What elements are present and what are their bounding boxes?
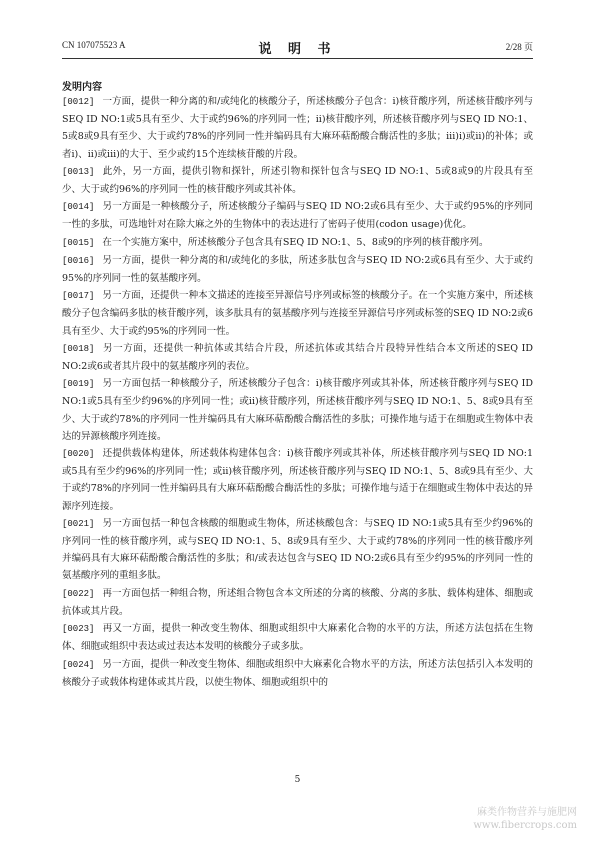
- paragraph: [62, 340, 533, 375]
- paragraph: [62, 656, 533, 691]
- patent-number: CN 107075523 A: [62, 40, 126, 50]
- paragraph-number: [0017]: [62, 291, 95, 302]
- paragraph-text: 一方面，提供一种分离的和/或纯化的核酸分子，所述核酸分子包含：i)核苷酸序列，所述核苷酸序列与SEQ ID NO:1或5具有至少、大于或约96%的序列同一性；ii)核苷酸序列，所述核苷酸序列与SEQ ID NO:1、5或8或9具有至少、大于或约78%的序列同一性并编码具有大麻环萜酚酸合酶活性的多肽；iii)i)或ii)的补体；或者i)、ii)或iii)的大于、至少或约15个连续核苷酸的片段。: [62, 96, 533, 160]
- paragraph-number: [0015]: [62, 237, 95, 248]
- page-info: 2/28 页: [505, 42, 533, 52]
- paragraph-text: 再一方面包括一种组合物，所述组合物包含本文所述的分离的核酸、分离的多肽、载体构建体、细胞或抗体或其片段。: [62, 587, 533, 617]
- paragraph-number: [0020]: [62, 449, 95, 460]
- paragraph: [62, 375, 533, 445]
- paragraph-text: 另一方面，还提供一种本文描述的连接至异源信号序列或标签的核酸分子。在一个实施方案中，所述核酸分子包含编码多肽的核苷酸序列，该多肽具有的氨基酸序列与连接至异源信号序列或标签的SEQ ID NO:2或6具有至少、大于或约95%的序列同一性。: [62, 290, 533, 337]
- paragraph-number: [0023]: [62, 624, 95, 635]
- paragraph-text: 在一个实施方案中，所述核酸分子包含具有SEQ ID NO:1、5、8或9的序列的核苷酸序列。: [102, 236, 489, 248]
- paragraph-number: [0016]: [62, 255, 95, 266]
- paragraph-text: 另一方面是一种核酸分子，所述核酸分子编码与SEQ ID NO:2或6具有至少、大于或约95%的序列同一性的多肽，可选地针对在除大麻之外的生物体中的表达进行了密码子使用(codon usage)优化。: [62, 201, 533, 231]
- paragraph-text: 再又一方面，提供一种改变生物体、细胞或组织中大麻素化合物的水平的方法，所述方法包括在生物体、细胞或组织中表达或过表达本发明的核酸分子或多肽。: [62, 623, 533, 653]
- paragraph-number: [0021]: [62, 518, 95, 529]
- paragraph-number: [0012]: [62, 97, 95, 107]
- paragraph-number: [0014]: [62, 202, 95, 213]
- paragraph-text: 还提供载体构建体，所述载体构建体包含：i)核苷酸序列或其补体，所述核苷酸序列与SEQ ID NO:1或5具有至少约96%的序列同一性；或ii)核苷酸序列，所述核苷酸序列与SEQ ID NO:1、5、8或9具有至少、大于或约78%的序列同一性并编码具有大麻环萜酚酸合酶活性的多肽；可操作地与适于在细胞或生物体中表达的异源序列连接。: [62, 448, 533, 512]
- page-number: 5: [294, 775, 301, 785]
- paragraph: [62, 93, 533, 163]
- paragraph-number: [0019]: [62, 379, 95, 390]
- header-rule: [62, 58, 533, 59]
- paragraph: [62, 515, 533, 585]
- paragraph: [62, 234, 533, 252]
- watermark-line-2: www.fibercrops.com: [473, 820, 577, 831]
- paragraph: [62, 287, 533, 340]
- paragraph-number: [0018]: [62, 343, 95, 354]
- section-title: 发明内容: [62, 82, 102, 93]
- paragraph-text: 此外，另一方面，提供引物和探针，所述引物和探针包含与SEQ ID NO:1、5或8或9的片段具有至少、大于或约96%的序列同一性的核苷酸序列或其补体。: [62, 165, 533, 196]
- paragraph-text: 另一方面，提供一种分离的和/或纯化的多肽，所述多肽包含与SEQ ID NO:2或6具有至少、大于或约95%的序列同一性的氨基酸序列。: [62, 254, 533, 285]
- paragraph: [62, 252, 533, 287]
- paragraph-text: 另一方面，提供一种改变生物体、细胞或组织中大麻素化合物水平的方法，所述方法包括引入本发明的核酸分子或载体构建体或其片段，以使生物体、细胞或组织中的: [62, 658, 533, 688]
- paragraph: [62, 445, 533, 515]
- paragraph: [62, 163, 533, 198]
- paragraph-number: [0013]: [62, 166, 95, 177]
- document-title: 说 明 书: [258, 42, 337, 57]
- paragraph-text: 另一方面，还提供一种抗体或其结合片段，所述抗体或其结合片段特异性结合本文所述的SEQ ID NO:2或6或者其片段中的氨基酸序列的表位。: [62, 342, 533, 373]
- paragraph: [62, 198, 533, 233]
- watermark-line-1: 麻类作物营养与施肥网: [477, 807, 577, 818]
- paragraph-number: [0024]: [62, 659, 95, 670]
- body-content: [62, 93, 533, 691]
- paragraph: [62, 585, 533, 620]
- paragraph-text: 另一方面包括一种核酸分子，所述核酸分子包含：i)核苷酸序列或其补体，所述核苷酸序列与SEQ ID NO:1或5具有至少约96%的序列同一性；或ii)核苷酸序列，所述核苷酸序列与SEQ ID NO:1、5、8或9具有至少、大于或约78%的序列同一性并编码具有大麻环萜酚酸合酶活性的多肽；可操作地与适于在细胞或生物体中表达的异源核酸序列连接。: [62, 378, 533, 442]
- paragraph-text: 另一方面包括一种包含核酸的细胞或生物体，所述核酸包含：与SEQ ID NO:1或5具有至少约96%的序列同一性的核苷酸序列，或与SEQ ID NO:1、5、8或9具有至少、大于或约78%的序列同一性的核苷酸序列并编码具有大麻环萜酚酸合酶活性的多肽；和/或表达包含与SEQ ID NO:2或6具有至少约95%的序列同一性的氨基酸序列的重组多肽。: [62, 517, 533, 582]
- watermark: [473, 806, 577, 832]
- paragraph: [62, 620, 533, 655]
- page-header: [62, 38, 533, 57]
- paragraph-number: [0022]: [62, 588, 95, 599]
